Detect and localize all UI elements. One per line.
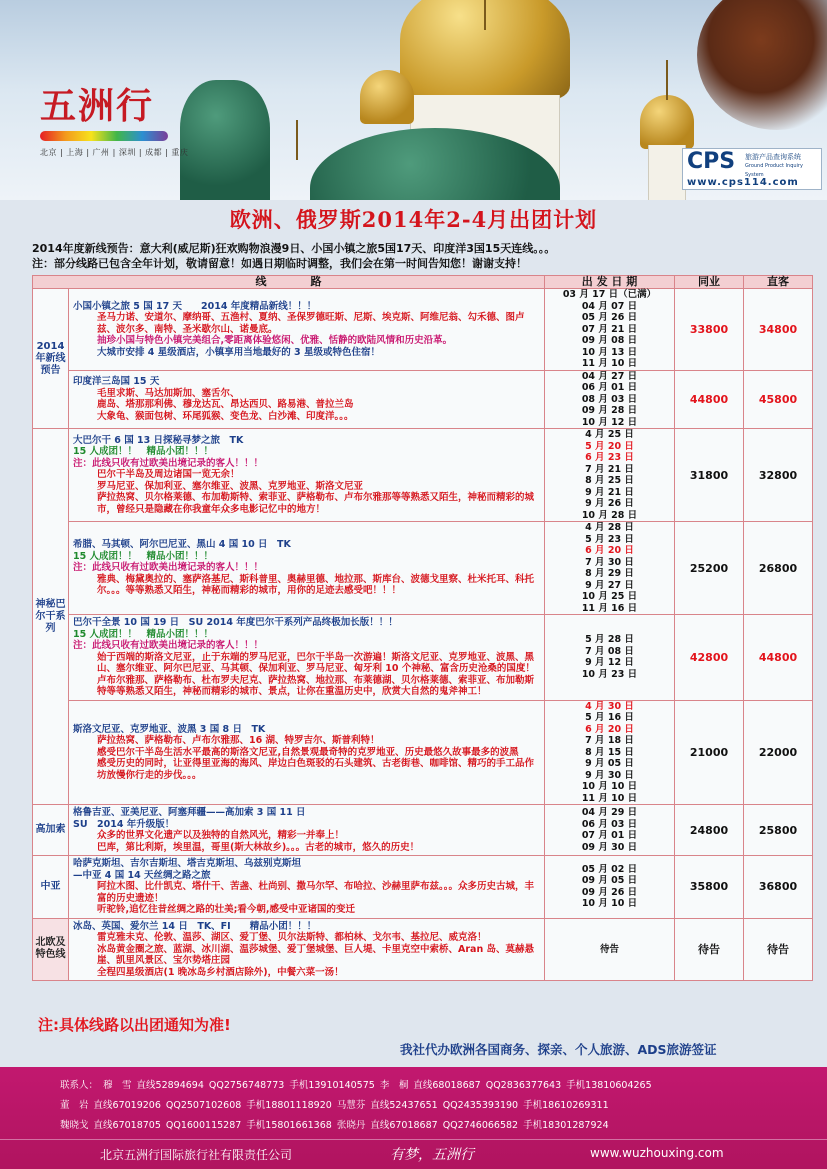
trade-price: 31800 [675,429,744,522]
route-title: 希腊、马其顿、阿尔巴尼亚、黑山 4 国 10 日 TK [73,539,291,551]
tower-right-decoration [648,145,686,200]
route-detail: 听驼铃,追忆往昔丝绸之路的壮美;看今朝,感受中亚诸国的变迁 [97,904,356,915]
schedule-notice: 注：部分线路已包含全年计划，敬请留意！如遇日期临时调整，我们会在第一时间告知您！谢谢支持！ [32,257,527,270]
trade-price: 25200 [675,522,744,615]
website-link[interactable]: www.wuzhouxing.com [590,1146,724,1160]
company-logo [40,78,200,158]
direct-price: 26800 [744,522,813,615]
route-detail: 注：此线只收有过欧美出境记录的客人！！！ [73,640,264,651]
route-detail: 雅典、梅黛奥拉的、塞萨洛基尼、斯科普里、奥赫里德、地拉那、斯库台、波德戈里察、杜米托耳、科托尔。。。等等熟悉又陌生，神秘而精彩的城市，用你的足迹去感受吧！！！ [97,573,535,597]
departure-date: 8 月 15 日 [585,746,634,758]
cps-subtitle [745,153,821,180]
route-detail: 萨拉热窝、萨格勒布、卢布尔雅那、16 湖、特罗吉尔、斯普利特！ [97,735,380,746]
group-label: 高加索 [33,805,69,856]
table-row [33,918,813,981]
departure-date: 10 月 28 日 [581,509,638,521]
departure-date: 8 月 25 日 [585,475,634,486]
contact-footer [0,1067,827,1169]
trade-price: 35800 [675,856,744,919]
route-detail: 大象龟、猴面包树、环尾狐猴、变色龙、白沙滩、印度洋。。。 [97,410,354,422]
departure-date: 05 月 26 日 [581,312,638,323]
route-detail: —中亚 4 国 14 天丝绸之路之旅 [73,869,211,881]
departure-dates [545,289,675,371]
departure-date: 4 月 30 日 [585,700,634,712]
departure-date: 10 月 12 日 [581,416,638,428]
group-label: 2014年新线预告 [33,289,69,429]
route-detail: 注：此线只收有过欧美出境记录的客人！！！ [73,562,264,574]
route-detail: SU 2014 年升级版！ [73,818,175,830]
route-detail: 注：此线只收有过欧美出境记录的客人！！！ [73,457,264,469]
visa-service-note: 我社代办欧洲各国商务、探亲、个人旅游、ADS旅游签证 [400,1042,717,1057]
trade-price: 42800 [675,615,744,701]
footnote: 注:具体线路以出团通知为准! [38,1016,231,1034]
direct-price: 22000 [744,700,813,805]
direct-price: 待告 [744,918,813,981]
cps-subtitle-cn: 旅游产品查询系统 [745,153,801,161]
departure-date: 7 月 08 日 [585,645,634,657]
departure-date: 5 月 20 日 [585,440,634,452]
departure-date: 6 月 23 日 [585,452,634,463]
trade-price: 44800 [675,370,744,429]
direct-price: 25800 [744,805,813,856]
departure-date: 7 月 18 日 [585,735,634,746]
departure-date: 06 月 01 日 [581,382,638,393]
route-detail: 雷克雅未克、伦敦、温莎、湖区、爱丁堡、贝尔法斯特、都柏林、戈尔韦、基拉尼、威克洛！ [97,932,487,943]
direct-price: 34800 [744,289,813,371]
departure-date: 04 月 29 日 [581,807,638,818]
col-header-dates: 出 发 日 期 [545,276,675,289]
route-detail: 鹿岛、塔那那利佛、穆龙达瓦、昂达西贝、路易港、普拉兰岛 [97,399,354,411]
route-title: 小国小镇之旅 5 国 17 天 2014 年度精品新线！！！ [73,300,317,312]
route-detail: 始于西端的斯洛文尼亚，止于东端的罗马尼亚，巴尔干半岛一次游遍！斯洛文尼亚、克罗地亚、波黑、黑山、塞尔维亚、阿尔巴尼亚、马其顿、保加利亚、罗马尼亚、匈牙利 10 个神秘、富含历史沧桑的国度！ [97,651,535,674]
route-title: 格鲁吉亚、亚美尼亚、阿塞拜疆——高加索 3 国 11 日 [73,807,306,818]
departure-date: 07 月 01 日 [581,830,638,841]
col-header-trade-price: 同业 [675,276,744,289]
departure-date: 11 月 10 日 [581,792,638,804]
group-label: 神秘巴尔干系列 [33,429,69,805]
route-detail: 阿拉木图、比什凯克、塔什干、苦盏、杜尚别、撒马尔罕、布哈拉、沙赫里萨布兹。。。众多历史古城，丰富的历史遗迹！ [97,881,535,904]
table-row [33,370,813,429]
departure-date: 9 月 27 日 [585,579,634,591]
departure-date: 6 月 20 日 [585,545,634,556]
departure-date: 07 月 21 日 [581,323,638,335]
col-header-direct-price: 直客 [744,276,813,289]
departure-date: 09 月 28 日 [581,405,638,416]
route-detail: 罗马尼亚、保加利亚、塞尔维亚、波黑、克罗地亚、斯洛文尼亚 [97,480,364,492]
route-detail: 15 人成团！！ 精品小团！！！ [73,628,214,640]
header-banner [0,0,827,200]
route-description [69,289,545,371]
departure-date: 9 月 26 日 [585,498,634,509]
departure-date: 03 月 17 日（已满） [562,289,657,300]
departure-date: 5 月 28 日 [585,634,634,646]
route-title: 大巴尔干 6 国 13 日探秘寻梦之旅 TK [73,434,244,446]
route-detail: 萨拉热窝、贝尔格莱德、布加勒斯特、索菲亚、萨格勒布、卢布尔雅那等等熟悉又陌生，神秘而精彩的城市，曾经只是隐藏在你我童年众多电影记忆中的地方！ [97,492,535,515]
departure-dates [545,856,675,919]
direct-price: 32800 [744,429,813,522]
table-row [33,522,813,615]
footer-bar [0,1139,827,1169]
route-detail: 感受巴尔干半岛生活水平最高的斯洛文尼亚,自然景观最奇特的克罗地亚、历史最悠久故事最多的波黑 [97,746,519,758]
tour-schedule-table [32,275,813,981]
cps-subtitle-en: Ground Product Inquiry System [745,163,803,178]
table-row [33,615,813,701]
route-detail: 卢布尔雅那、萨格勒布、杜布罗夫尼克、萨拉热窝、地拉那、布莱德湖、贝尔格莱德、索菲亚、布加勒斯特等等熟悉又陌生，神秘而精彩的城市、景点，让你在重温历史中，欣赏大自然的鬼斧神工！ [97,674,535,697]
departure-date: 4 月 28 日 [585,522,634,533]
route-detail: 众多的世界文化遗产以及独特的自然风光，精彩一并奉上！ [97,830,345,841]
route-description [69,429,545,522]
route-title: 哈萨克斯坦、吉尔吉斯坦、塔吉克斯坦、乌兹别克斯坦 [73,858,302,869]
page-title: 欧洲、俄罗斯2014年2-4月出团计划 [229,207,598,232]
logo-cities: 北京 | 上海 | 广州 | 深圳 | 成都 | 重庆 [40,148,189,157]
departure-dates [545,615,675,701]
departure-date: 05 月 02 日 [581,863,638,875]
cps-url: www.cps114.com [687,177,799,188]
trade-price: 24800 [675,805,744,856]
spire-decoration [666,60,668,100]
cps-mark: CPS [687,149,736,174]
departure-date: 9 月 21 日 [585,486,634,498]
table-row [33,700,813,805]
departure-date: 待告 [599,943,619,955]
table-row [33,289,813,371]
departure-date: 10 月 10 日 [581,781,638,792]
departure-dates [545,805,675,856]
route-title: 冰岛、英国、爱尔兰 14 日 TK、FI 精品小团！！！ [73,920,317,932]
departure-date: 06 月 03 日 [581,818,638,830]
departure-date: 9 月 12 日 [585,657,634,669]
contact-row: 魏晓戈 直线67018705 QQ1600115287 手机15801661368 张晓丹 直线67018687 QQ2746066582 手机18301287924 [60,1120,609,1131]
departure-date: 08 月 03 日 [581,393,638,405]
departure-date: 10 月 25 日 [581,591,638,602]
trade-price: 33800 [675,289,744,371]
route-description [69,615,545,701]
contact-row: 董 岩 直线67019206 QQ2507102608 手机18801118920 马慧芬 直线52437651 QQ2435393190 手机18610269311 [60,1100,609,1111]
route-title: 印度洋三岛国 15 天 [73,376,160,388]
route-title: 斯洛文尼亚、克罗地亚、波黑 3 国 8 日 TK [73,723,266,735]
route-detail: 大城市安排 4 星级酒店，小镇享用当地最好的 3 星级或特色住宿！ [97,346,380,358]
route-detail: 全程四星级酒店(1 晚冰岛乡村酒店除外)，中餐六菜一汤！ [97,966,344,978]
departure-date: 10 月 23 日 [581,668,638,680]
spire-decoration [296,120,298,160]
route-detail: 15 人成团！！ 精品小团！！！ [73,550,214,562]
route-detail: 冰岛黄金圈之旅、蓝湖、冰川湖、温莎城堡、爱丁堡城堡、巨人堤、卡里克空中索桥、Aran 岛、莫赫悬崖、凯里风景区、宝尔势塔庄园 [97,943,535,966]
departure-date: 6 月 20 日 [585,723,634,735]
route-detail: 15 人成团！！ 精品小团！！！ [73,446,214,458]
table-row [33,429,813,522]
departure-date: 10 月 10 日 [581,898,638,910]
departure-date: 11 月 10 日 [581,358,638,369]
group-label: 中亚 [33,856,69,919]
departure-dates [545,522,675,615]
departure-date: 8 月 29 日 [585,568,634,579]
departure-date: 09 月 05 日 [581,875,638,887]
route-detail: 巴库，第比利斯，埃里温，哥里(斯大林故乡)。。。古老的城市，悠久的历史！ [97,841,420,853]
route-detail: 巴尔干半岛及周边诸国一览无余！ [97,469,240,481]
departure-dates [545,918,675,981]
route-description [69,918,545,981]
departure-date: 11 月 16 日 [581,602,638,614]
departure-date: 04 月 27 日 [581,370,638,382]
table-row [33,856,813,919]
departure-date: 9 月 05 日 [585,758,634,769]
small-dome-decoration [360,70,414,124]
contact-row: 联系人： 穆 雪 直线52894694 QQ2756748773 手机13910140575 李 桐 直线68018687 QQ2836377643 手机13810604265 [60,1080,652,1091]
departure-date: 5 月 23 日 [585,533,634,545]
route-description [69,805,545,856]
departure-dates [545,429,675,522]
cps-badge [682,148,822,190]
trade-price: 待告 [675,918,744,981]
table-row [33,805,813,856]
departure-date: 09 月 26 日 [581,886,638,898]
direct-price: 45800 [744,370,813,429]
departure-date: 9 月 30 日 [585,769,634,781]
departure-date: 7 月 21 日 [585,463,634,475]
departure-date: 4 月 25 日 [585,429,634,440]
spire-decoration [484,0,486,30]
table-header-row [33,276,813,289]
departure-dates [545,700,675,805]
direct-price: 36800 [744,856,813,919]
departure-date: 04 月 07 日 [581,300,638,312]
route-title: 巴尔干全景 10 国 19 日 SU 2014 年度巴尔干系列产品终极加长版！！！ [73,617,398,628]
route-detail: 感受历史的同时，让亚得里亚海的海风、岸边白色斑驳的石头建筑、古老街巷、咖啡馆、精巧的手工品作坊放慢你行走的步伐。。。 [97,758,535,781]
logo-brand: 五洲行 [40,85,155,127]
departure-date: 10 月 13 日 [581,346,638,358]
direct-price: 44800 [744,615,813,701]
group-label: 北欧及特色线 [33,918,69,981]
company-name: 北京五洲行国际旅行社有限责任公司 [100,1148,293,1162]
departure-date: 5 月 16 日 [585,712,634,723]
departure-date: 09 月 08 日 [581,335,638,346]
col-header-route: 线 路 [33,276,545,289]
slogan: 有梦，五洲行 [390,1147,474,1163]
departure-date: 09 月 30 日 [581,841,638,853]
new-lines-notice: 2014年度新线预告：意大利(威尼斯)狂欢购物浪漫9日、小国小镇之旅5国17天、印度洋3国15天连线。。。 [32,242,556,255]
departure-date: 7 月 30 日 [585,556,634,568]
route-detail: 抽珍小国与特色小镇完美组合,零距离体验悠闲、优雅、恬静的欧陆风情和历史沿革。 [97,335,453,346]
route-description [69,856,545,919]
trade-price: 21000 [675,700,744,805]
route-detail: 圣马力诺、安道尔、摩纳哥、五渔村、夏纳、圣保罗德旺斯、尼斯、埃克斯、阿维尼翁、勾禾德、图卢兹、波尔多、南特、圣米歇尔山、诺曼底。 [97,312,525,335]
route-description [69,370,545,429]
route-detail: 毛里求斯、马达加斯加、塞舌尔、 [97,387,240,399]
route-description [69,700,545,805]
departure-dates [545,370,675,429]
logo-rainbow-swoosh [40,131,168,141]
route-description [69,522,545,615]
tree-branch-decoration [697,0,827,130]
small-dome-right-decoration [640,95,694,149]
